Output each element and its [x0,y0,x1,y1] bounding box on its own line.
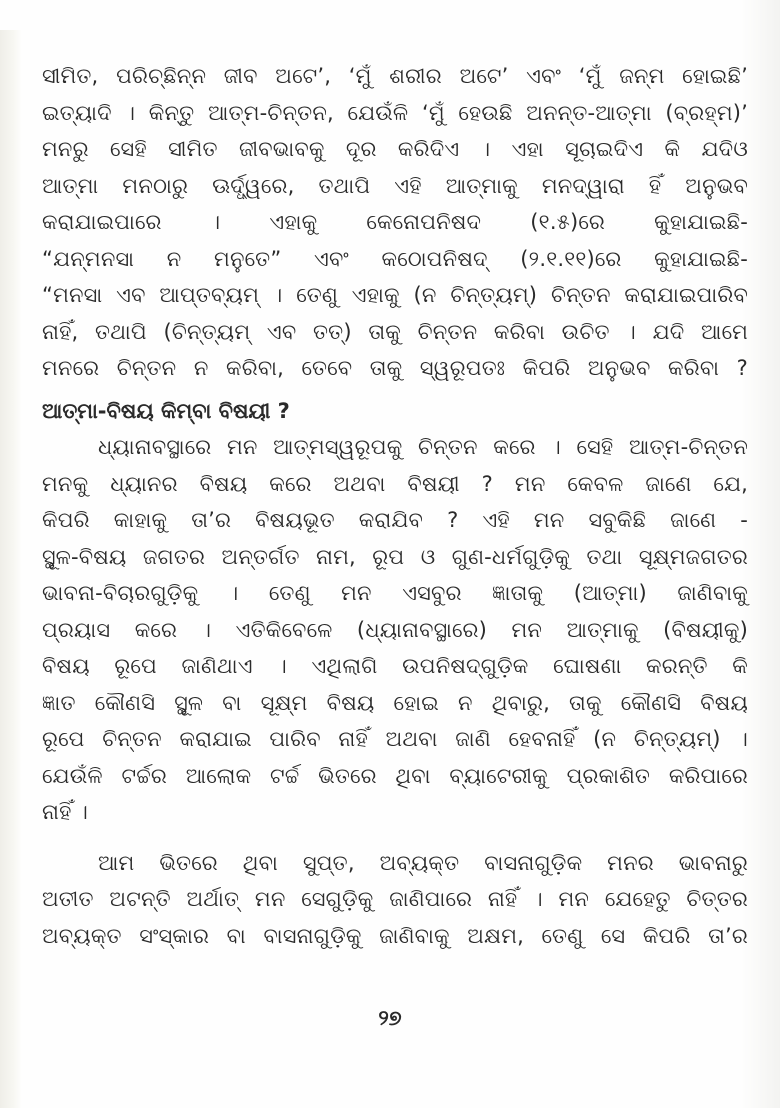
paragraph-1 [42,58,748,387]
text-line: ମନରେ ଚିନ୍ତନ ନ କରିବା, ତେବେ ତାକୁ ସ୍ୱରୂପତଃ କିପରି ଅନୁଭବ କରିବା ? [42,356,748,380]
page-number: ୨୭ [378,1006,402,1030]
text-line: ମନକୁ ଧ୍ୟାନର ବିଷୟ କରେ ଅଥବା ବିଷୟୀ ? ମନ କେବଳ ଜାଣେ ଯେ, [42,471,748,496]
text-line: ଇତ୍ୟାଦି । କିନ୍ତୁ ଆତ୍ମ-ଚିନ୍ତନ, ଯେଉଁଳି ‘ମୁଁ ହେଉଛି ଅନନ୍ତ-ଆତ୍ମା (ବ୍ରହ୍ମ)’ [42,100,748,125]
text-line: ମନରୁ ସେହି ସୀମିତ ଜୀବଭାବକୁ ଦୂର କରିଦିଏ । ଏହା ସୂଚାଇଦିଏ କି ଯଦିଓ [42,137,748,161]
text-line: ଆମ ଭିତରେ ଥିବା ସୁପ୍ତ, ଅବ୍ୟକ୍ତ ବାସନାଗୁଡ଼ିକ ମନର ଭାବନାରୁ [98,850,748,875]
paragraph-3 [42,845,748,955]
text-line: ଭାବନା-ବିଚାରଗୁଡ଼ିକୁ । ତେଣୁ ମନ ଏସବୁର ଜ୍ଞାତାକୁ (ଆତ୍ମା) ଜାଣିବାକୁ [42,581,748,605]
text-line: ସ୍ଥୂଳ-ବିଷୟ ଜଗତର ଅନ୍ତର୍ଗତ ନାମ, ରୂପ ଓ ଗୁଣ-ଧର୍ମଗୁଡ଼ିକୁ ତଥା ସୂକ୍ଷ୍ମଜଗତର [42,544,748,569]
text-line: ଅବ୍ୟକ୍ତ ସଂସ୍କାର ବା ବାସନାଗୁଡ଼ିକୁ ଜାଣିବାକୁ ଅକ୍ଷମ, ତେଣୁ ସେ କିପରି ତା’ର [42,923,748,948]
text-line: ବିଷୟ ରୂପେ ଜାଣିଥାଏ । ଏଥିଲାଗି ଉପନିଷଦ୍‌ଗୁଡ଼ିକ ଘୋଷଣା କରନ୍ତି କି [42,654,748,678]
text-line: ଧ୍ୟାନାବସ୍ଥାରେ ମନ ଆତ୍ମସ୍ୱରୂପକୁ ଚିନ୍ତନ କରେ । ସେହି ଆତ୍ମ-ଚିନ୍ତନ [98,435,748,459]
text-line: ନାହିଁ । [42,800,89,824]
text-line: ନାହିଁ, ତଥାପି (ଚିନ୍ତ୍ୟମ୍ ଏବ ତତ୍) ତାକୁ ଚିନ୍ତନ କରିବା ଉଚିତ । ଯଦି ଆମେ [42,319,748,344]
text-line: ପ୍ରୟାସ କରେ । ଏତିକିବେଳେ (ଧ୍ୟାନାବସ୍ଥାରେ) ମନ ଆତ୍ମାକୁ (ବିଷୟୀକୁ) [42,617,748,642]
text-line: “ଯନ୍ମନସା ନ ମନୁତେ” ଏବଂ କଠୋପନିଷଦ୍ (୨.୧.୧୧)ରେ କୁହାଯାଇଛି- [42,246,748,271]
text-line: ଯେଉଁଳି ଟର୍ଚ୍ଚର ଆଲୋକ ଟର୍ଚ୍ଚ ଭିତରେ ଥିବା ବ୍ୟାଟେରୀକୁ ପ୍ରକାଶିତ କରିପାରେ [42,763,748,788]
text-line: କିପରି କାହାକୁ ତା’ର ବିଷୟଭୂତ କରାଯିବ ? ଏହି ମନ ସବୁକିଛି ଜାଣେ - [42,508,748,532]
paragraph-2 [42,429,748,831]
text-line: ଜ୍ଞାତ କୌଣସି ସ୍ଥୂଳ ବା ସୂକ୍ଷ୍ମ ବିଷୟ ହୋଇ ନ ଥିବାରୁ, ତାକୁ କୌଣସି ବିଷୟ [42,690,748,715]
text-line: “ମନସା ଏବ ଆପ୍ତବ୍ୟମ୍ । ତେଣୁ ଏହାକୁ (ନ ଚିନ୍ତ୍ୟମ୍) ଚିନ୍ତନ କରାଯାଇପାରିବ [42,283,748,307]
text-line: ଆତ୍ମା ମନଠାରୁ ଊର୍ଦ୍ଧ୍ୱରେ, ତଥାପି ଏହି ଆତ୍ମାକୁ ମନଦ୍ୱାରା ହିଁ ଅନୁଭବ [42,173,748,198]
scan-left-edge-shadow [0,30,22,1108]
text-line: କରାଯାଇପାରେ । ଏହାକୁ କେନୋପନିଷଦ (୧.୫)ରେ କୁହାଯାଇଛି- [42,210,748,234]
paragraph-gap [42,831,748,845]
text-line: ରୂପେ ଚିନ୍ତନ କରାଯାଇ ପାରିବ ନାହିଁ ଅଥବା ଜାଣି ହେବନାହିଁ (ନ ଚିନ୍ତ୍ୟମ୍) । [42,727,748,751]
text-line: ଅତୀତ ଅଟନ୍ତି ଅର୍ଥାତ୍ ମନ ସେଗୁଡ଼ିକୁ ଜାଣିପାରେ ନାହିଁ । ମନ ଯେହେତୁ ଚିତ୍ତର [42,887,748,911]
book-page-body [42,58,748,954]
section-heading: ଆତ୍ମା-ବିଷୟ କିମ୍ବା ବିଷୟୀ ? [42,398,290,423]
text-line: ସୀମିତ, ପରିଚ୍ଛିନ୍ନ ଜୀବ ଅଟେ’, ‘ମୁଁ ଶରୀର ଅଟେ’ ଏବଂ ‘ମୁଁ ଜନ୍ମ ହୋଇଛି’ [42,64,748,88]
